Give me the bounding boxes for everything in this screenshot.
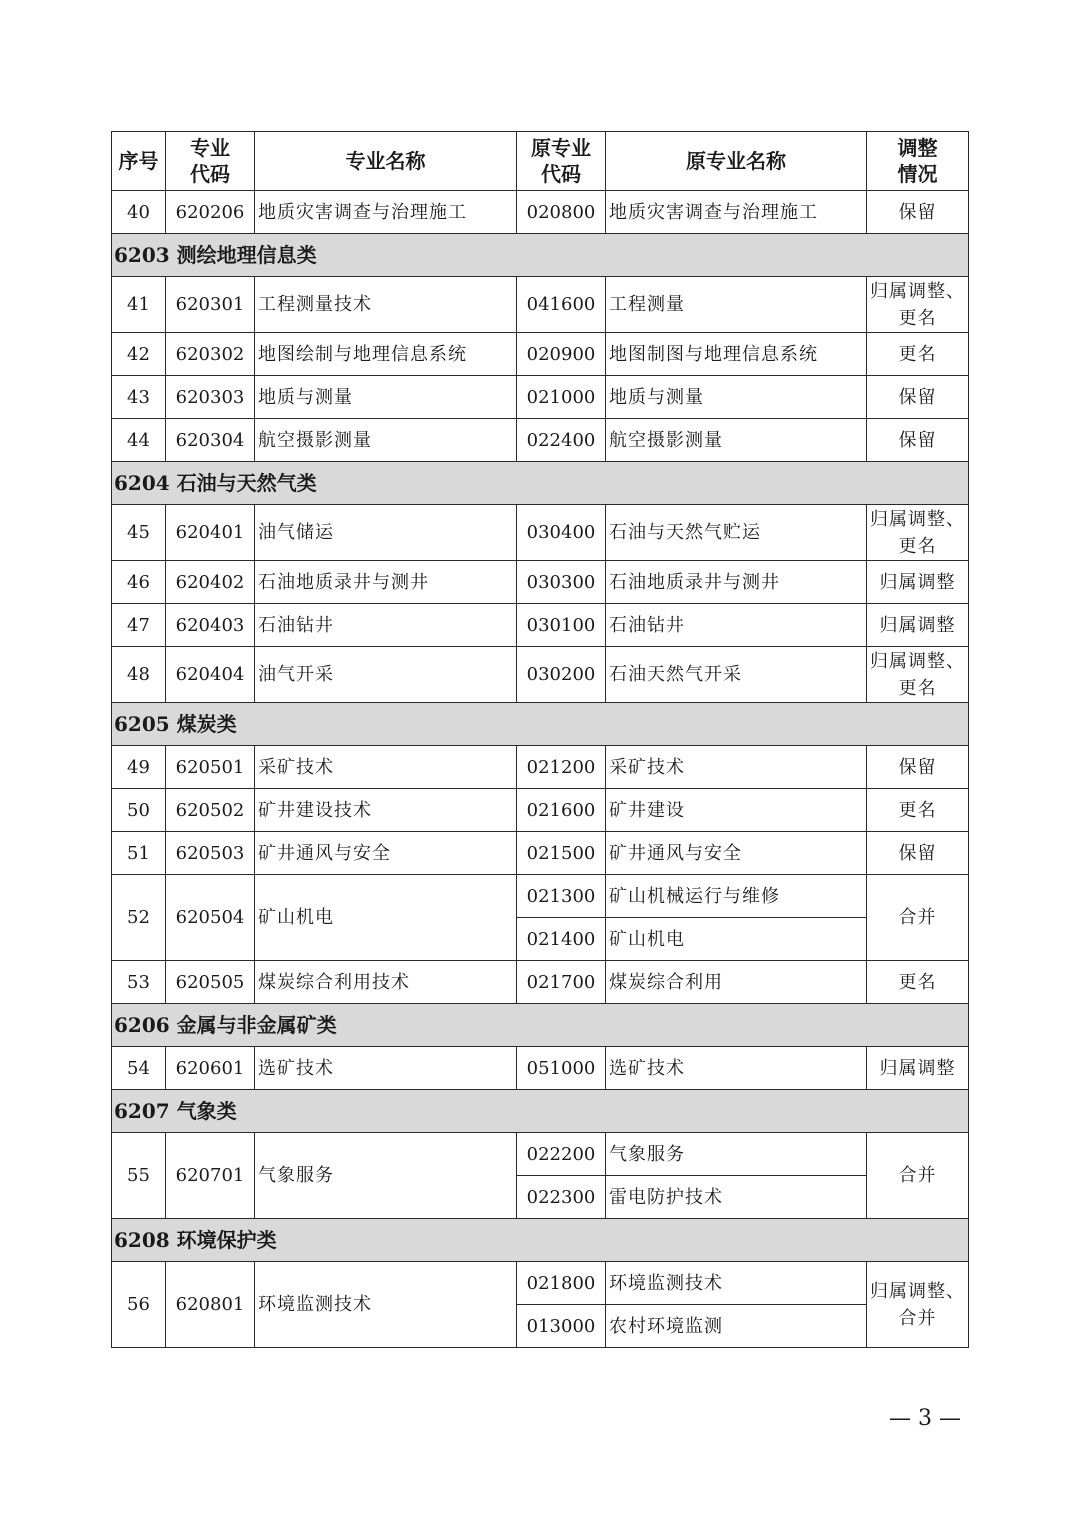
- name-cell: 煤炭综合利用技术: [255, 961, 517, 1004]
- orig-code-cell: 041600: [517, 277, 606, 333]
- orig-name-cell: 石油钻井: [606, 604, 867, 647]
- table-body: [112, 191, 969, 1348]
- table-row: [112, 419, 969, 462]
- seq-cell: 48: [112, 647, 166, 703]
- category-row: [112, 1219, 969, 1262]
- name-cell: 航空摄影测量: [255, 419, 517, 462]
- code-cell: 620701: [166, 1133, 255, 1219]
- header-code: 专业 代码: [166, 132, 255, 191]
- orig-name-cell: 石油地质录井与测井: [606, 561, 867, 604]
- orig-code-cell: 021700: [517, 961, 606, 1004]
- seq-cell: 40: [112, 191, 166, 234]
- orig-code-cell: 030100: [517, 604, 606, 647]
- category-row: [112, 462, 969, 505]
- code-cell: 620403: [166, 604, 255, 647]
- adjust-cell: 保留: [867, 376, 969, 419]
- orig-code-cell: 030400: [517, 505, 606, 561]
- table-header-row: [112, 132, 969, 191]
- category-label: 6207 气象类: [112, 1090, 969, 1133]
- seq-cell: 52: [112, 875, 166, 961]
- category-row: [112, 1090, 969, 1133]
- seq-cell: 55: [112, 1133, 166, 1219]
- code-cell: 620601: [166, 1047, 255, 1090]
- adjust-cell: 保留: [867, 832, 969, 875]
- table-row: [112, 647, 969, 703]
- seq-cell: 56: [112, 1262, 166, 1348]
- adjust-cell: 更名: [867, 961, 969, 1004]
- code-cell: 620502: [166, 789, 255, 832]
- name-cell: 石油钻井: [255, 604, 517, 647]
- adjust-cell: 归属调整、 更名: [867, 647, 969, 703]
- orig-code-cell: 021000: [517, 376, 606, 419]
- orig-name-cell: 地图制图与地理信息系统: [606, 333, 867, 376]
- table-row: [112, 1262, 969, 1305]
- major-catalog-table: [111, 131, 969, 1348]
- code-cell: 620402: [166, 561, 255, 604]
- seq-cell: 41: [112, 277, 166, 333]
- header-adjust: 调整 情况: [867, 132, 969, 191]
- adjust-cell: 更名: [867, 789, 969, 832]
- code-cell: 620301: [166, 277, 255, 333]
- code-cell: 620303: [166, 376, 255, 419]
- orig-name-cell: 气象服务: [606, 1133, 867, 1176]
- name-cell: 地质灾害调查与治理施工: [255, 191, 517, 234]
- header-orig-name: 原专业名称: [606, 132, 867, 191]
- category-row: [112, 703, 969, 746]
- orig-name-cell: 地质灾害调查与治理施工: [606, 191, 867, 234]
- table-row: [112, 505, 969, 561]
- table-row: [112, 875, 969, 918]
- seq-cell: 45: [112, 505, 166, 561]
- orig-code-cell: 020900: [517, 333, 606, 376]
- code-cell: 620302: [166, 333, 255, 376]
- adjust-cell: 更名: [867, 333, 969, 376]
- adjust-cell: 归属调整: [867, 1047, 969, 1090]
- orig-code-cell: 013000: [517, 1305, 606, 1348]
- name-cell: 选矿技术: [255, 1047, 517, 1090]
- name-cell: 油气储运: [255, 505, 517, 561]
- seq-cell: 46: [112, 561, 166, 604]
- name-cell: 地质与测量: [255, 376, 517, 419]
- adjust-cell: 合并: [867, 1133, 969, 1219]
- name-cell: 矿山机电: [255, 875, 517, 961]
- seq-cell: 42: [112, 333, 166, 376]
- table-row: [112, 333, 969, 376]
- adjust-cell: 归属调整、 更名: [867, 505, 969, 561]
- code-cell: 620503: [166, 832, 255, 875]
- name-cell: 工程测量技术: [255, 277, 517, 333]
- page-number: — 3 —: [889, 1406, 961, 1431]
- name-cell: 矿井通风与安全: [255, 832, 517, 875]
- adjust-cell: 归属调整、 合并: [867, 1262, 969, 1348]
- orig-code-cell: 030300: [517, 561, 606, 604]
- code-cell: 620801: [166, 1262, 255, 1348]
- orig-name-cell: 雷电防护技术: [606, 1176, 867, 1219]
- category-label: 6208 环境保护类: [112, 1219, 969, 1262]
- orig-name-cell: 工程测量: [606, 277, 867, 333]
- adjust-cell: 保留: [867, 746, 969, 789]
- seq-cell: 51: [112, 832, 166, 875]
- table-row: [112, 832, 969, 875]
- header-name: 专业名称: [255, 132, 517, 191]
- table-row: [112, 961, 969, 1004]
- orig-name-cell: 石油与天然气贮运: [606, 505, 867, 561]
- seq-cell: 50: [112, 789, 166, 832]
- orig-name-cell: 矿井建设: [606, 789, 867, 832]
- name-cell: 环境监测技术: [255, 1262, 517, 1348]
- name-cell: 采矿技术: [255, 746, 517, 789]
- category-row: [112, 1004, 969, 1047]
- code-cell: 620404: [166, 647, 255, 703]
- orig-name-cell: 航空摄影测量: [606, 419, 867, 462]
- orig-name-cell: 矿山机电: [606, 918, 867, 961]
- orig-name-cell: 地质与测量: [606, 376, 867, 419]
- category-row: [112, 234, 969, 277]
- orig-code-cell: 022200: [517, 1133, 606, 1176]
- orig-name-cell: 采矿技术: [606, 746, 867, 789]
- table-row: [112, 789, 969, 832]
- adjust-cell: 保留: [867, 419, 969, 462]
- table-row: [112, 376, 969, 419]
- orig-code-cell: 021400: [517, 918, 606, 961]
- category-label: 6204 石油与天然气类: [112, 462, 969, 505]
- table-row: [112, 277, 969, 333]
- seq-cell: 47: [112, 604, 166, 647]
- orig-name-cell: 矿井通风与安全: [606, 832, 867, 875]
- orig-name-cell: 石油天然气开采: [606, 647, 867, 703]
- name-cell: 石油地质录井与测井: [255, 561, 517, 604]
- category-label: 6205 煤炭类: [112, 703, 969, 746]
- orig-code-cell: 021200: [517, 746, 606, 789]
- code-cell: 620401: [166, 505, 255, 561]
- adjust-cell: 归属调整: [867, 604, 969, 647]
- orig-code-cell: 022300: [517, 1176, 606, 1219]
- code-cell: 620206: [166, 191, 255, 234]
- name-cell: 油气开采: [255, 647, 517, 703]
- orig-name-cell: 矿山机械运行与维修: [606, 875, 867, 918]
- seq-cell: 49: [112, 746, 166, 789]
- orig-code-cell: 022400: [517, 419, 606, 462]
- seq-cell: 54: [112, 1047, 166, 1090]
- category-label: 6206 金属与非金属矿类: [112, 1004, 969, 1047]
- name-cell: 气象服务: [255, 1133, 517, 1219]
- orig-code-cell: 021300: [517, 875, 606, 918]
- table-row: [112, 191, 969, 234]
- orig-code-cell: 030200: [517, 647, 606, 703]
- orig-code-cell: 021600: [517, 789, 606, 832]
- orig-code-cell: 020800: [517, 191, 606, 234]
- orig-name-cell: 环境监测技术: [606, 1262, 867, 1305]
- code-cell: 620501: [166, 746, 255, 789]
- name-cell: 矿井建设技术: [255, 789, 517, 832]
- table-row: [112, 1047, 969, 1090]
- adjust-cell: 归属调整、 更名: [867, 277, 969, 333]
- orig-name-cell: 选矿技术: [606, 1047, 867, 1090]
- table-row: [112, 604, 969, 647]
- orig-name-cell: 煤炭综合利用: [606, 961, 867, 1004]
- table-row: [112, 1133, 969, 1176]
- table-row: [112, 561, 969, 604]
- code-cell: 620505: [166, 961, 255, 1004]
- category-label: 6203 测绘地理信息类: [112, 234, 969, 277]
- orig-name-cell: 农村环境监测: [606, 1305, 867, 1348]
- adjust-cell: 保留: [867, 191, 969, 234]
- header-seq: 序号: [112, 132, 166, 191]
- code-cell: 620304: [166, 419, 255, 462]
- orig-code-cell: 051000: [517, 1047, 606, 1090]
- seq-cell: 44: [112, 419, 166, 462]
- adjust-cell: 合并: [867, 875, 969, 961]
- orig-code-cell: 021500: [517, 832, 606, 875]
- seq-cell: 43: [112, 376, 166, 419]
- seq-cell: 53: [112, 961, 166, 1004]
- name-cell: 地图绘制与地理信息系统: [255, 333, 517, 376]
- table-row: [112, 746, 969, 789]
- header-orig-code: 原专业 代码: [517, 132, 606, 191]
- orig-code-cell: 021800: [517, 1262, 606, 1305]
- adjust-cell: 归属调整: [867, 561, 969, 604]
- code-cell: 620504: [166, 875, 255, 961]
